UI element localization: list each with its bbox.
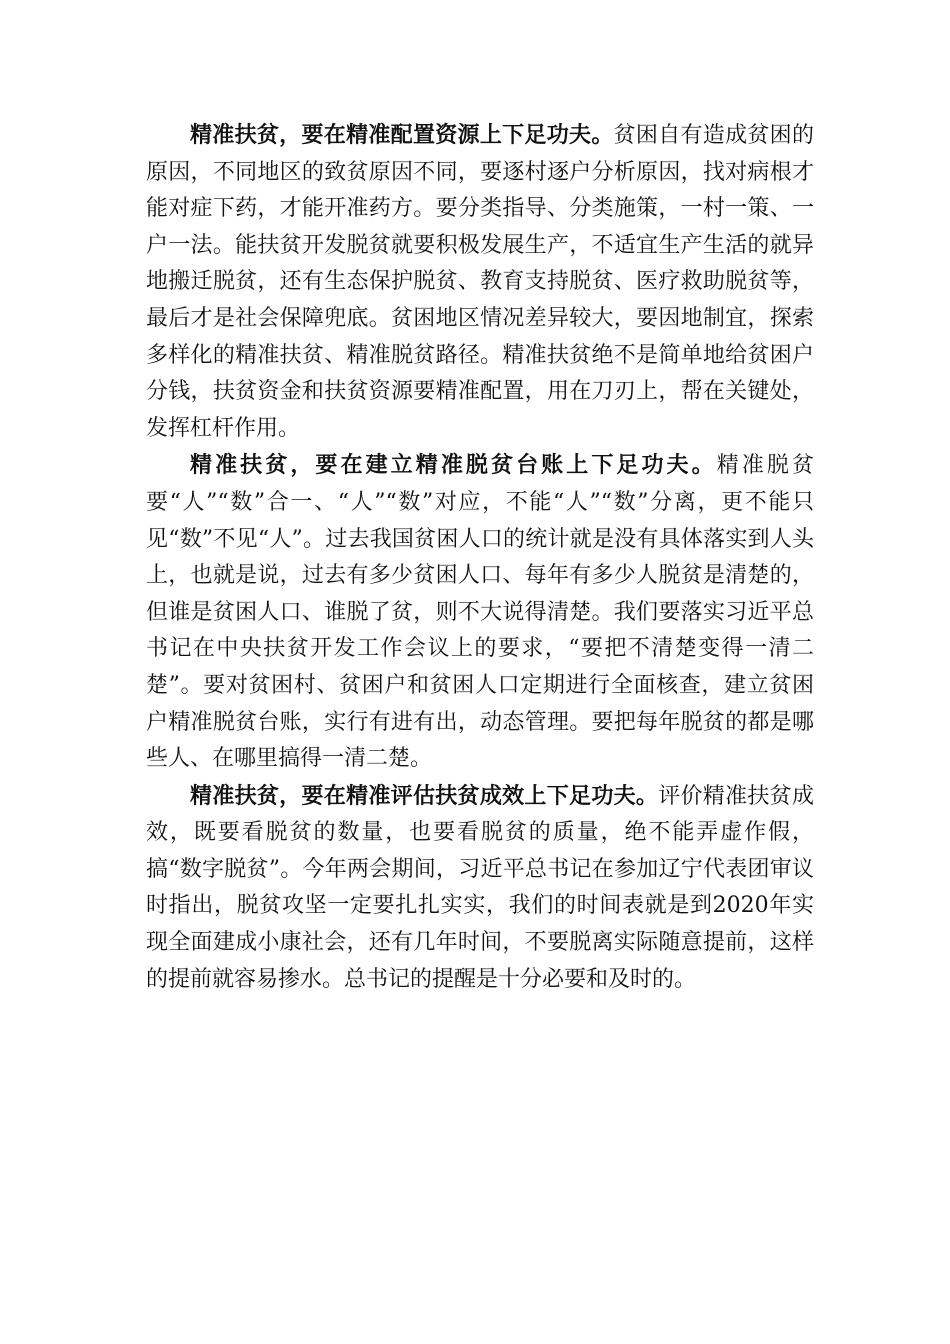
paragraph-lead: 精准扶贫，要在精准配置资源上下足功夫。 [190,122,614,148]
paragraph-resource-allocation [146,117,814,447]
paragraph-effect-evaluation [146,778,814,999]
paragraph-text: 精准脱贫要“人”“数”合一、“人”“数”对应，不能“人”“数”分离，更不能只见“数”不见“人”。过去我国贫困人口的统计就是没有具体落实到人头上，也就是说，过去有多少贫困人口、每年有多少人脱贫是清楚的，但谁是贫困人口、谁脱了贫，则不大说得清楚。我们要落实习近平总书记在中央扶贫开发工作会议上的要求，“要把不清楚变得一清二楚”。要对贫困村、贫困户和贫困人口定期进行全面核查，建立贫困户精准脱贫台账，实行有进有出，动态管理。要把每年脱贫的都是哪些人、在哪里搞得一清二楚。 [146,453,814,772]
paragraph-lead: 精准扶贫，要在建立精准脱贫台账上下足功夫。 [190,452,717,479]
document-body [146,117,814,998]
paragraph-lead: 精准扶贫，要在精准评估扶贫成效上下足功夫。 [190,782,659,809]
paragraph-poverty-ledger [146,447,814,777]
paragraph-text: 贫困自有造成贫困的原因，不同地区的致贫原因不同，要逐村逐户分析原因，找对病根才能对症下药，才能开准药方。要分类指导、分类施策，一村一策、一户一法。能扶贫开发脱贫就要积极发展生产，不适宜生产生活的就异地搬迁脱贫，还有生态保护脱贫、教育支持脱贫、医疗救助脱贫等，最后才是社会保障兜底。贫困地区情况差异较大，要因地制宜，探索多样化的精准扶贫、精准脱贫路径。精准扶贫绝不是简单地给贫困户分钱，扶贫资金和扶贫资源要精准配置，用在刀刃上，帮在关键处，发挥杠杆作用。 [146,123,814,441]
paragraph-text: 评价精准扶贫成效，既要看脱贫的数量，也要看脱贫的质量，绝不能弄虚作假，搞“数字脱贫”。今年两会期间，习近平总书记在参加辽宁代表团审议时指出，脱贫攻坚一定要扎扎实实，我们的时间表就是到2020年实现全面建成小康社会，还有几年时间，不要脱离实际随意提前，这样的提前就容易掺水。总书记的提醒是十分必要和及时的。 [146,783,814,992]
